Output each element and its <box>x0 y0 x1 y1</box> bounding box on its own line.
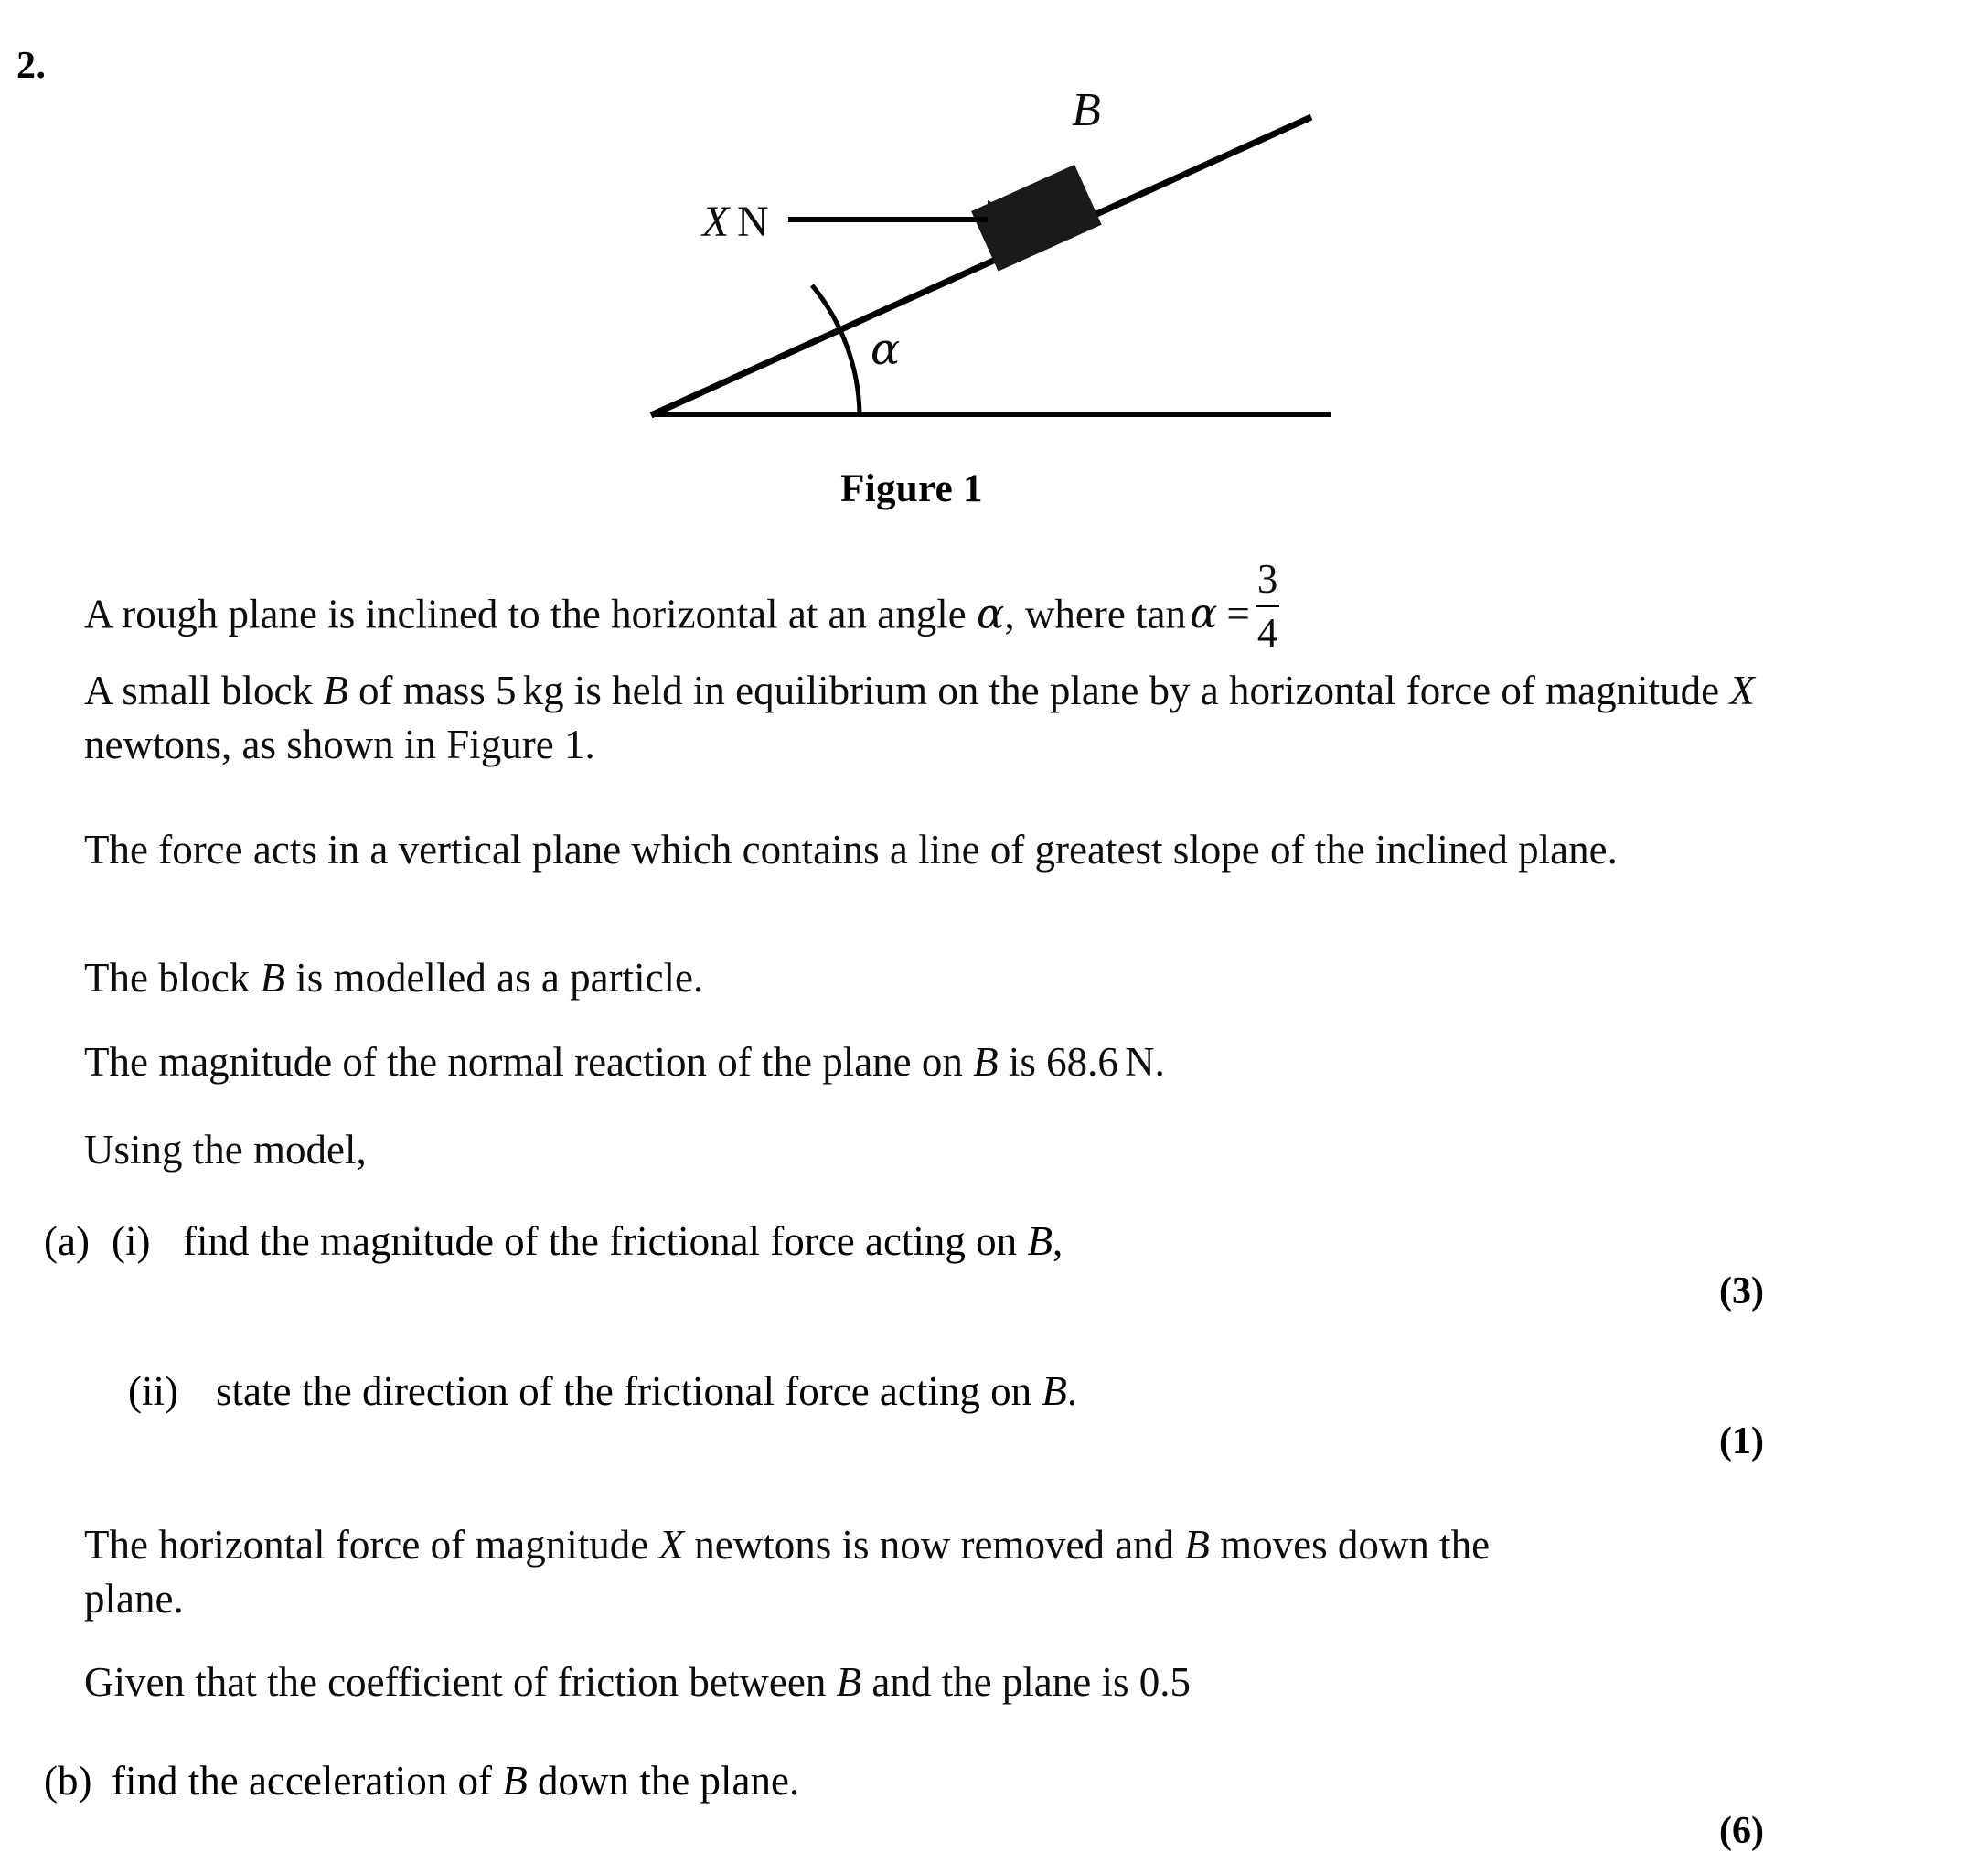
p8-part-a: Given that the coefficient of friction between <box>84 1659 837 1705</box>
p7-force-variable: X <box>658 1522 685 1568</box>
question-number: 2. <box>16 45 47 87</box>
p4-part-a: The block <box>84 955 261 1001</box>
figure-caption <box>0 466 1988 511</box>
part-a-i-text-c: , <box>1052 1218 1063 1264</box>
marks-part-b: (6) <box>1719 1810 1764 1852</box>
p4-block-variable: B <box>260 955 285 1001</box>
fraction-three-quarters <box>1252 556 1284 657</box>
part-b-text-a: find the acceleration of <box>112 1758 503 1804</box>
p7-part-e: moves down the plane. <box>84 1522 1491 1622</box>
fraction-numerator: 3 <box>1256 556 1278 603</box>
angle-label: α <box>871 324 901 375</box>
paragraph-coefficient-friction <box>84 1655 1758 1709</box>
p8-part-c: and the plane is 0.5 <box>861 1659 1192 1705</box>
paragraph-block-equilibrium <box>84 664 1758 771</box>
part-a-ii-text-a: state the direction of the frictional force acting on <box>216 1368 1042 1414</box>
figure-caption-text: Figure 1 <box>840 467 983 510</box>
force-label-variable: X <box>702 198 730 246</box>
part-b-row <box>44 1754 1598 1808</box>
p1-equals-sign: = <box>1226 591 1250 637</box>
paragraph-vertical-plane <box>84 823 1758 877</box>
p2-force-variable: X <box>1729 668 1755 713</box>
p2-block-variable: B <box>323 668 348 713</box>
p2-part-d: kg is held in equilibrium on the plane by a horizontal force of magnitude <box>522 668 1730 713</box>
p2-part-c: of mass 5 <box>347 668 517 713</box>
paragraph-normal-reaction <box>84 1035 1758 1089</box>
part-a-label: (a) <box>44 1218 90 1264</box>
p2-part-a: A small block <box>84 668 324 713</box>
p1-text-before: A rough plane is inclined to the horizontal at an angle <box>84 591 977 637</box>
part-a-i-block-variable: B <box>1027 1218 1053 1264</box>
paragraph-using-the-model <box>84 1123 1758 1177</box>
p5-part-a: The magnitude of the normal reaction of the plane on <box>84 1039 974 1085</box>
block-label: B <box>1072 84 1101 136</box>
part-a-i-text-a: find the magnitude of the frictional force acting on <box>183 1218 1028 1264</box>
part-a-i-row <box>44 1215 1598 1269</box>
p5-block-variable: B <box>973 1039 999 1085</box>
part-a-ii-text-c: . <box>1066 1368 1078 1414</box>
part-a-ii-text <box>216 1365 1077 1419</box>
p7-block-variable: B <box>1184 1522 1210 1568</box>
p7-part-a: The horizontal force of magnitude <box>84 1522 659 1568</box>
part-b-text <box>112 1754 799 1808</box>
part-a-ii-row <box>128 1365 1683 1419</box>
part-b-block-variable: B <box>502 1758 528 1804</box>
p4-part-c: is modelled as a particle. <box>284 955 704 1001</box>
p1-text-mid: , where tan <box>1004 591 1187 637</box>
part-a-ii-block-variable: B <box>1042 1368 1067 1414</box>
force-label-unit: N <box>737 198 769 246</box>
part-b-label: (b) <box>44 1758 92 1804</box>
fraction-bar <box>1256 605 1280 607</box>
angle-arc <box>812 285 860 414</box>
marks-part-a-i: (3) <box>1719 1270 1764 1312</box>
p1-alpha-symbol: α <box>976 589 1005 638</box>
part-a-ii-label: (ii) <box>128 1368 178 1414</box>
p1-tan-alpha-symbol: α <box>1190 589 1218 638</box>
p3-text: The force acts in a vertical plane which contains a line of greatest slope of the inclined plane. <box>84 827 1618 873</box>
paragraph-plane-angle <box>84 556 1758 657</box>
p2-part-f: newtons, as shown in Figure 1. <box>84 721 595 767</box>
inclined-plane-svg <box>0 64 1988 521</box>
marks-part-a-ii: (1) <box>1719 1420 1764 1462</box>
incline-line <box>651 117 1311 415</box>
part-b-text-c: down the plane. <box>527 1758 800 1804</box>
p5-part-c: is 68.6 <box>998 1039 1118 1085</box>
p6-text: Using the model, <box>84 1127 367 1173</box>
part-a-i-label: (i) <box>112 1218 151 1264</box>
fraction-denominator: 4 <box>1256 610 1278 657</box>
p8-block-variable: B <box>836 1659 862 1705</box>
paragraph-particle-model <box>84 951 1758 1005</box>
p7-part-c: newtons is now removed and <box>684 1522 1185 1568</box>
part-a-i-text <box>183 1215 1063 1269</box>
p5-part-d: N. <box>1125 1039 1165 1085</box>
paragraph-force-removed <box>84 1518 1584 1625</box>
figure-1-diagram <box>0 64 1988 521</box>
